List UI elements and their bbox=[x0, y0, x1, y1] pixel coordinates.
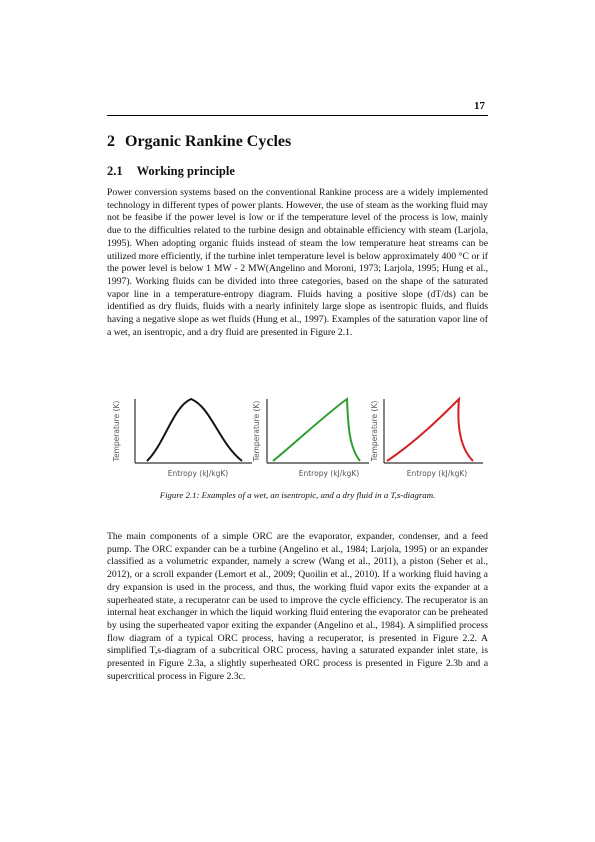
panel-isentropic-fluid bbox=[252, 399, 369, 478]
x-axis-label: Entropy (kJ/kgK) bbox=[167, 469, 229, 478]
y-axis-label: Temperature (K) bbox=[112, 400, 121, 462]
saturation-curve-dry bbox=[387, 399, 473, 461]
chapter-title-text: Organic Rankine Cycles bbox=[125, 133, 292, 150]
panel-wet-fluid bbox=[112, 399, 252, 478]
chapter-number: 2 bbox=[107, 133, 115, 150]
paragraph-working-principle: Power conversion systems based on the conventional Rankine process are a widely implemented technology in different types of power plants. However, the use of steam as the working fluid may not be feasibe if the power level is low or if the temperature level of the process is low, mainly due to the difficulties related to the turbine design and obtainable efficiency with steam (Larjola, 1995). When adopting organic fluids instead of steam the low temperature heat streams can be utilized more efficiently, if the turbine inlet temperature level is below approximately 400 °C or if the power level is below 1 MW - 2 MW(Angelino and Moroni, 1973; Larjola, 1995; Hung et al., 1997). Working fluids can be divided into three categories, based on the shape of the saturated vapor line in a temperature-entropy diagram. Fluids having a positive slope (dT/ds) can be identified as dry fluids, fluids with a nearly infinitely large slope as isentropic fluids, and fluids having a negative slope as wet fluids (Hung et al., 1997). Examples of the saturation vapor line of a wet, an isentropic, and a dry fluid are presented in Figure 2.1. bbox=[107, 187, 488, 338]
x-axis-label: Entropy (kJ/kgK) bbox=[406, 469, 468, 478]
saturation-curve-isentropic bbox=[273, 399, 360, 461]
panel-dry-fluid bbox=[370, 399, 483, 478]
section-number: 2.1 bbox=[107, 164, 123, 178]
figure-2-1 bbox=[107, 385, 488, 505]
page-number: 17 bbox=[474, 100, 485, 112]
chapter-title bbox=[107, 132, 291, 152]
ts-diagram-figure bbox=[107, 385, 488, 485]
section-title-text: Working principle bbox=[136, 164, 235, 178]
y-axis-label: Temperature (K) bbox=[370, 400, 379, 462]
saturation-curve-wet bbox=[147, 399, 242, 461]
y-axis-label: Temperature (K) bbox=[252, 400, 261, 462]
x-axis-label: Entropy (kJ/kgK) bbox=[298, 469, 360, 478]
figure-caption: Figure 2.1: Examples of a wet, an isentropic, and a dry fluid in a T,s-diagram. bbox=[159, 490, 436, 500]
header-rule bbox=[107, 115, 488, 116]
paragraph-orc-components: The main components of a simple ORC are the evaporator, expander, condenser, and a feed pump. The ORC expander can be a turbine (Angelino et al., 1984; Larjola, 1995) or an expander classified as a volumetric expander, namely a screw (Wang et al., 2011), a piston (Seher et al., 2012), or a scroll expander (Lemort et al., 2009; Quoilin et al., 2010). If a working fluid having a dry expansion is used in the process, and thus, the working fluid vapor exits the expander at a superheated state, a recuperator can be used to improve the cycle efficiency. The recuperator is an internal heat exchanger in which the liquid working fluid entering the evaporator can be preheated by using the superheated vapor exiting the expander (Angelino et al., 1984). A simplified process flow diagram of a typical ORC process, having a recuperator, is presented in Figure 2.2. A simplified T,s-diagram of a subcritical ORC process, having a saturated expander inlet state, is presented in Figure 2.3a, a slightly superheated ORC process is presented in Figure 2.3b and a supercritical process in Figure 2.3c. bbox=[107, 531, 488, 682]
section-title bbox=[107, 163, 235, 179]
